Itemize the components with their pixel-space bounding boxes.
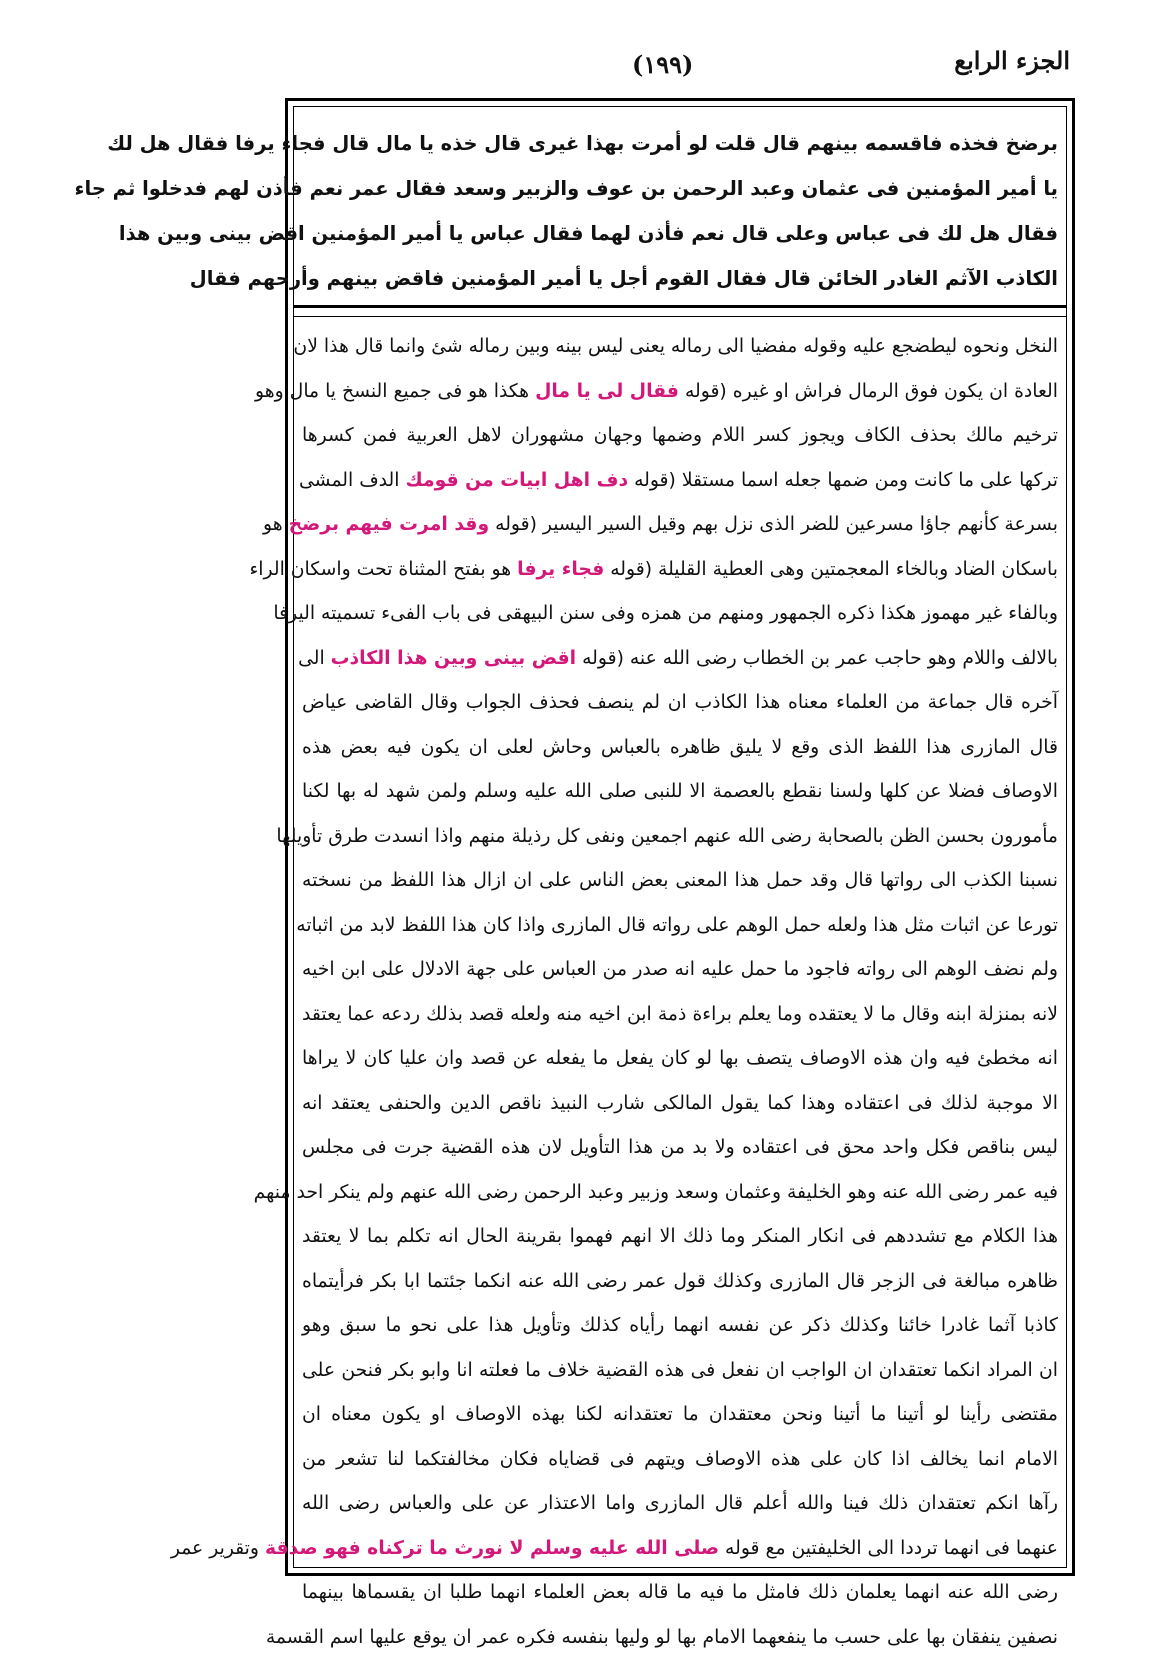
page-header [290, 40, 1070, 104]
commentary-line [302, 1215, 1058, 1260]
commentary-text: الى [298, 648, 331, 669]
commentary-text: مقتضى رأينا لو أتينا ما أتينا ونحن معتقدان ما تعتقدانه لكنا بهذه الاوصاف او يكون معناه ان [302, 1404, 1058, 1425]
commentary-line [302, 637, 1058, 682]
commentary-line [302, 1527, 1058, 1572]
commentary-text: الاوصاف فضلا عن كلها ولسنا نقطع بالعصمة الا للنبى صلى الله عليه وسلم ولمن شهد له بها لكنا [302, 781, 1058, 802]
commentary-line [302, 1126, 1058, 1171]
quoted-hadith-phrase: اقض بينى وبين هذا الكاذب [331, 648, 576, 669]
commentary-text: بالالف واللام وهو حاجب عمر بن الخطاب رضى الله عنه (قوله [576, 648, 1058, 669]
commentary-line [302, 1438, 1058, 1483]
commentary-line [302, 948, 1058, 993]
commentary-line [302, 1616, 1058, 1660]
commentary-text: نصفين ينفقان بها على حسب ما ينفعهما الامام بها لو وليها بنفسه فكره عمر ان يوقع عليها اسم القسمة [266, 1627, 1058, 1648]
commentary-line [302, 548, 1058, 593]
commentary-line [302, 993, 1058, 1038]
commentary-text: العادة ان يكون فوق الرمال فراش او غيره (قوله [679, 381, 1058, 402]
text-frame-inner [293, 106, 1067, 1568]
matn-line: فقال هل لك فى عباس وعلى قال نعم فأذن لهما فقال عباس يا أمير المؤمنين اقض بينى وبين هذا [302, 211, 1058, 256]
commentary-text: هذا الكلام مع تشددهم فى انكار المنكر وما ذلك الا انهم فهموا بقرينة الحال انه تكلم بما لا يعتقد [302, 1226, 1058, 1247]
commentary-text: لانه بمنزلة ابنه وقال ما لا يعتقده وما يعلم براءة ذمة ابن اخيه منه ولعله قصد بذلك ردعه عما يعتقد [302, 1004, 1058, 1025]
commentary-line [302, 370, 1058, 415]
commentary-line [302, 770, 1058, 815]
commentary-line [302, 726, 1058, 771]
commentary-text: الامام انما يخالف اذا كان على هذه الاوصاف ويتهم فى قضاياه فكان مخالفتكما لنا تشعر من [302, 1449, 1058, 1470]
commentary-text: الدف المشى [299, 470, 405, 491]
commentary-text: تورعا عن اثبات مثل هذا ولعله حمل الوهم على رواته قال المازرى واذا كان هذا اللفظ لابد من اثباته [296, 915, 1058, 936]
commentary-text: بسرعة كأنهم جاؤا مسرعين للضر الذى نزل بهم وقيل السير اليسير (قوله [489, 514, 1058, 535]
matn-line: برضخ فخذه فاقسمه بينهم قال قلت لو أمرت بهذا غيرى قال خذه يا مال قال فجاء يرفا فقال هل لك [302, 121, 1058, 166]
commentary-text: فيه عمر رضى الله عنه وهو الخليفة وعثمان وسعد وزبير وعبد الرحمن رضى الله عنهم ولم ينكر احد منهم [254, 1182, 1058, 1203]
commentary-line [302, 904, 1058, 949]
commentary-line [302, 859, 1058, 904]
commentary-line [302, 1304, 1058, 1349]
commentary-text: تركها على ما كانت ومن ضمها جعله اسما مستقلا (قوله [628, 470, 1058, 491]
commentary-line [302, 1171, 1058, 1216]
page-number: (١٩٩) [632, 50, 693, 79]
commentary-line [302, 414, 1058, 459]
commentary-text: نسبنا الكذب الى رواتها قال وقد حمل هذا المعنى بعض الناس على ان ازال هذا اللفظ من نسخته [302, 870, 1058, 891]
commentary-line [302, 459, 1058, 504]
commentary-text: عنهما فى انهما ترددا الى الخليفتين مع قوله [719, 1538, 1058, 1559]
commentary-text: انه مخطئ فيه وان هذه الاوصاف يتصف بها لو كان يفعل ما يفعله عن قصد وان عليا كان لا يراها [302, 1048, 1058, 1069]
commentary-line [302, 1082, 1058, 1127]
commentary-line [302, 1393, 1058, 1438]
commentary-text: هو بفتح المثناة تحت واسكان الراء [249, 559, 517, 580]
commentary-text: ان المراد انكما تعتقدان ان الواجب ان نفعل فى هذه القضية خلاف ما فعلته انا وابو بكر فنحن على [302, 1360, 1058, 1381]
part-title: الجزء الرابع [954, 46, 1070, 75]
commentary-text: وبالفاء غير مهموز هكذا ذكره الجمهور ومنهم من همزه وفى سنن البيهقى فى باب الفىء تسميته اليرفا [273, 603, 1058, 624]
commentary-text: هو [263, 514, 289, 535]
quoted-hadith-phrase: فقال لى يا مال [535, 381, 679, 402]
commentary-text: باسكان الضاد وبالخاء المعجمتين وهى العطية القليلة (قوله [604, 559, 1058, 580]
quoted-hadith-phrase: فجاء يرفا [517, 559, 604, 580]
quoted-hadith-phrase: دف اهل ابيات من قومك [405, 470, 628, 491]
commentary-line [302, 1571, 1058, 1616]
commentary-text: وتقرير عمر [171, 1538, 265, 1559]
commentary-text: ظاهره مبالغة فى الزجر قال المازرى وكذلك قول عمر رضى الله عنه انكما جئتما ابا بكر فرأيتماه [302, 1271, 1058, 1292]
commentary-text: قال المازرى هذا اللفظ الذى وقع لا يليق ظاهره بالعباس وحاش لعلى ان يكون فيه بعض هذه [302, 737, 1058, 758]
commentary-line [302, 681, 1058, 726]
commentary-line [302, 1037, 1058, 1082]
commentary-line [302, 815, 1058, 860]
commentary-line [302, 325, 1058, 370]
commentary-text: ترخيم مالك بحذف الكاف ويجوز كسر اللام وضمها وجهان مشهوران لاهل العربية فمن كسرها [302, 425, 1058, 446]
commentary-text: كاذبا آثما غادرا خائنا وكذلك ذكر عن نفسه انهما رأياه كذلك وتأويل هذا على نحو ما سبق وهو [302, 1315, 1058, 1336]
commentary-line [302, 1260, 1058, 1305]
commentary-text: ليس بناقص فكل واحد محق فى اعتقاده ولا بد من هذا التأويل لان هذه القضية جرت فى مجلس [302, 1137, 1058, 1158]
commentary-text: النخل ونحوه ليطضجع عليه وقوله مفضيا الى رماله يعنى ليس بينه وبين رماله شئ وانما قال هذا لان [293, 336, 1058, 357]
commentary-text: الا موجبة لذلك فى اعتقاده وهذا كما يقول المالكى شارب النبيذ ناقص الدين والحنفى يعتقد انه [302, 1093, 1058, 1114]
commentary-line [302, 503, 1058, 548]
commentary-line [302, 1482, 1058, 1527]
commentary-line [302, 592, 1058, 637]
commentary-section [302, 325, 1058, 1559]
section-divider [294, 305, 1066, 317]
quoted-hadith-phrase: صلى الله عليه وسلم لا نورث ما تركناه فهو صدقة [265, 1538, 719, 1559]
commentary-text: ولم نضف الوهم الى رواته فاجود ما حمل عليه انه صدر من العباس على جهة الادلال على ابن اخيه [302, 959, 1058, 980]
commentary-text: رآها انكم تعتقدان ذلك فينا والله أعلم قال المازرى واما الاعتذار عن على والعباس رضى الله [302, 1493, 1058, 1514]
commentary-text: هكذا هو فى جميع النسخ يا مال وهو [255, 381, 535, 402]
commentary-text: آخره قال جماعة من العلماء معناه هذا الكاذب ان لم ينصف فحذف الجواب وقال القاضى عياض [302, 692, 1058, 713]
commentary-text: رضى الله عنه انهما يعلمان ذلك فامثل ما فيه ما قاله بعض العلماء انهما طلبا ان يقسماها بينهما [302, 1582, 1058, 1603]
commentary-line [302, 1349, 1058, 1394]
matn-line: الكاذب الآثم الغادر الخائن قال فقال القوم أجل يا أمير المؤمنين فاقض بينهم وأرحهم فقال [302, 256, 1058, 301]
matn-section [302, 121, 1058, 303]
text-frame [285, 98, 1075, 1576]
quoted-hadith-phrase: وقد امرت فيهم برضخ [289, 514, 490, 535]
matn-line: يا أمير المؤمنين فى عثمان وعبد الرحمن بن عوف والزبير وسعد فقال عمر نعم فأذن لهم فدخلوا ثم جاء [302, 166, 1058, 211]
commentary-text: مأمورون بحسن الظن بالصحابة رضى الله عنهم اجمعين ونفى كل رذيلة منهم واذا انسدت طرق تأويلها [276, 826, 1058, 847]
